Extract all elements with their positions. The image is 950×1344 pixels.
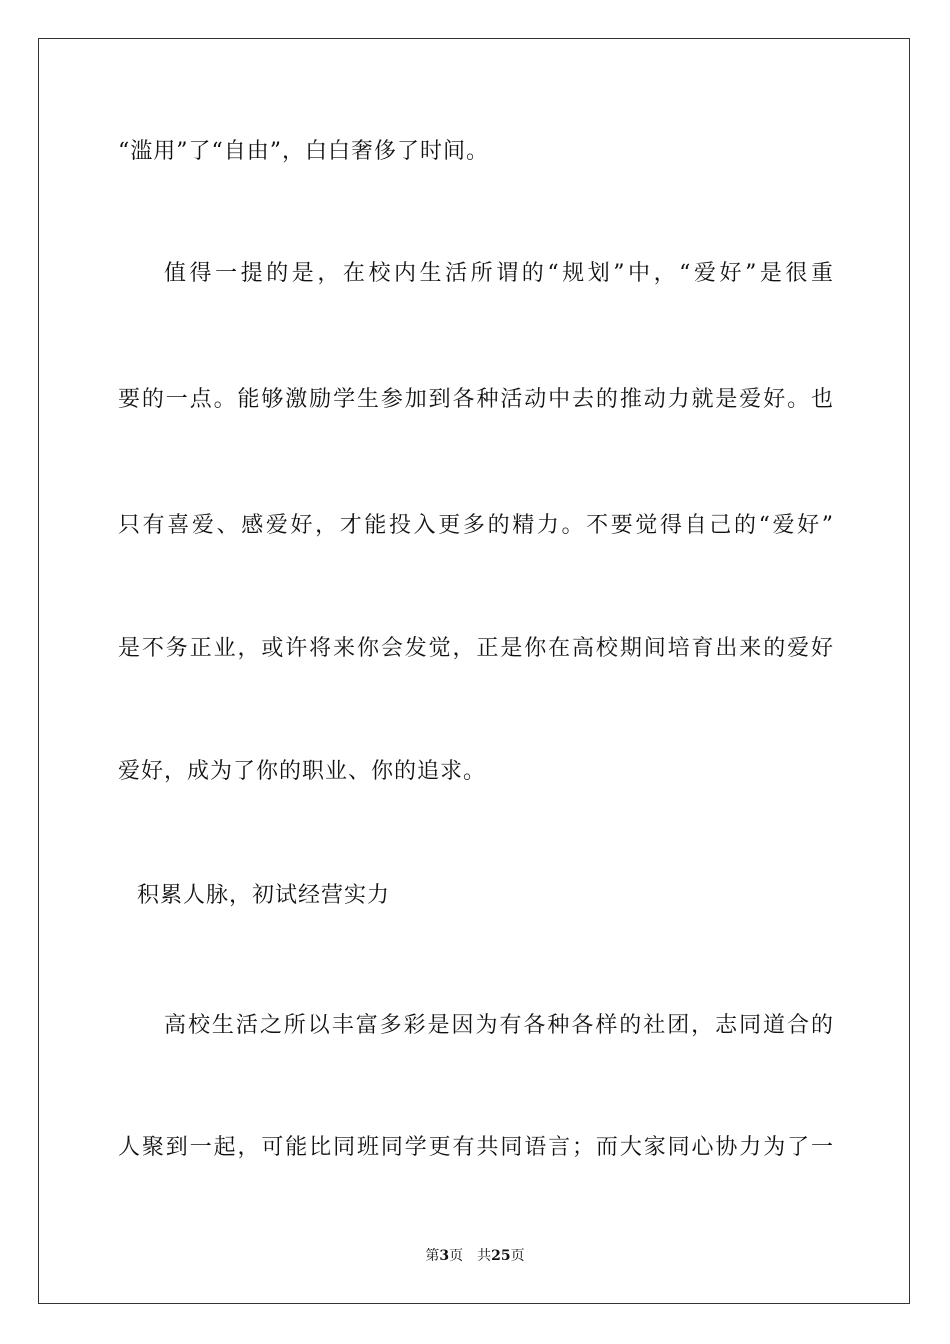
- footer-page-suffix: 页: [449, 1248, 464, 1264]
- paragraph-line-4: 只有喜爱、感爱好，才能投入更多的精力。不要觉得自己的“爱好”: [118, 513, 834, 538]
- paragraph-line-6: 爱好，成为了你的职业、你的追求。: [118, 759, 487, 784]
- footer-total-suffix: 页: [510, 1248, 525, 1264]
- paragraph-line-5: 是不务正业，或许将来你会发觉，正是你在高校期间培育出来的爱好: [118, 636, 834, 661]
- page-footer: [0, 1246, 950, 1266]
- paragraph-line-1: “滥用”了“自由”，白白奢侈了时间。: [118, 139, 489, 164]
- page-border: [38, 38, 910, 1304]
- footer-total-pages: 25: [491, 1248, 511, 1264]
- paragraph-line-8: 人聚到一起，可能比同班同学更有共同语言；而大家同心协力为了一: [118, 1135, 834, 1160]
- paragraph-line-7: 高校生活之所以丰富多彩是因为有各种各样的社团，志同道合的: [164, 1013, 834, 1038]
- paragraph-line-3: 要的一点。能够激励学生参加到各种活动中去的推动力就是爱好。也: [118, 387, 834, 412]
- section-heading: 积累人脉，初试经营实力: [137, 883, 391, 908]
- paragraph-line-2: 值得一提的是，在校内生活所谓的“规划”中，“爱好”是很重: [164, 261, 834, 286]
- footer-page-prefix: 第: [425, 1248, 440, 1264]
- footer-total-prefix: 共: [477, 1248, 492, 1264]
- footer-page-number: 3: [439, 1248, 450, 1264]
